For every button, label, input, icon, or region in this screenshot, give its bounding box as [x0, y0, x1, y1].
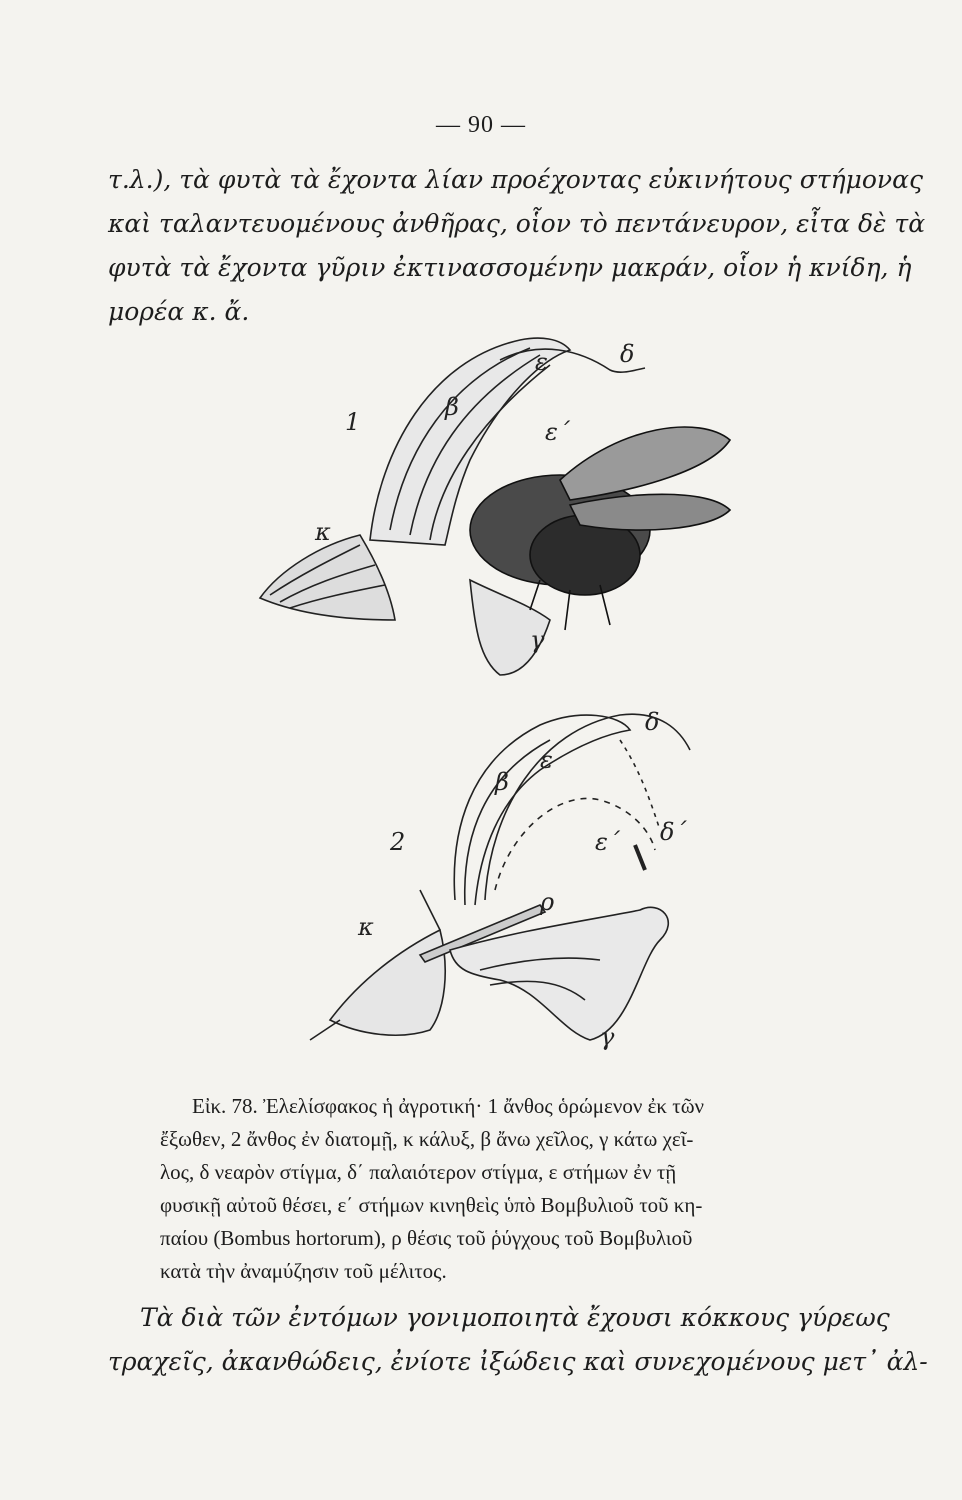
paragraph-line: τ.λ.), τὰ φυτὰ τὰ ἔχοντα λίαν προέχοντας εὐκινήτους στήμονας: [108, 165, 923, 194]
paragraph-line: φυτὰ τὰ ἔχοντα γῦριν ἐκτινασσομένην μακράν, οἷον ἡ κνίδη, ἡ: [108, 253, 912, 282]
figure-1-drawing: [260, 338, 730, 675]
label-gamma-fig1: γ: [530, 626, 545, 654]
label-epsilon-prime-fig2: ε΄: [595, 828, 620, 856]
label-kappa-fig2: κ: [358, 913, 374, 941]
label-kappa-fig1: κ: [315, 518, 331, 546]
top-paragraph: [108, 158, 926, 334]
paragraph-line: μορέα κ. ἄ.: [108, 297, 250, 326]
label-delta-prime-fig2: δ΄: [660, 818, 687, 846]
page-number: — 90 —: [436, 112, 526, 138]
label-beta-fig2: β: [495, 768, 509, 796]
label-delta-fig2: δ: [645, 708, 660, 736]
salvia-flower-illustration: [240, 330, 760, 1090]
caption-line: παίου (Bombus hortorum), ρ θέσις τοῦ ῥύγχους τοῦ Βομβυλιοῦ: [160, 1226, 693, 1250]
label-delta-fig1: δ: [620, 340, 635, 368]
caption-line: ἔξωθεν, 2 ἄνθος ἐν διατομῇ, κ κάλυξ, β ἄνω χεῖλος, γ κάτω χεῖ-: [160, 1127, 694, 1151]
paragraph-line: Τὰ διὰ τῶν ἐντόμων γονιμοποιητὰ ἔχουσι κόκκους γύρεως: [140, 1303, 890, 1332]
label-epsilon-fig1: ε: [535, 348, 548, 376]
figure-2-drawing: [310, 714, 690, 1040]
label-epsilon-prime-fig1: ε΄: [545, 418, 570, 446]
figure-label-2: 2: [390, 828, 406, 856]
label-epsilon-fig2: ε: [540, 746, 553, 774]
label-rho-fig2: ρ: [540, 888, 555, 916]
figure-caption: [160, 1090, 840, 1288]
paragraph-line: τραχεῖς, ἀκανθώδεις, ἐνίοτε ἰξώδεις καὶ συνεχομένους μετ᾿ ἀλ-: [108, 1347, 928, 1376]
caption-line: Εἰκ. 78. Ἐλελίσφακος ἡ ἀγροτική· 1 ἄνθος ὁρώμενον ἐκ τῶν: [192, 1094, 705, 1118]
label-gamma-fig2: γ: [600, 1023, 615, 1051]
label-beta-fig1: β: [445, 393, 459, 421]
caption-line: λος, δ νεαρὸν στίγμα, δ΄ παλαιότερον στίγμα, ε στήμων ἐν τῇ: [160, 1160, 677, 1184]
figure-label-1: 1: [345, 408, 361, 436]
paragraph-line: καὶ ταλαντευομένους ἀνθῆρας, οἷον τὸ πεντάνευρον, εἶτα δὲ τὰ: [108, 209, 926, 238]
caption-line: φυσικῇ αὐτοῦ θέσει, ε΄ στήμων κινηθεὶς ὑπὸ Βομβυλιοῦ τοῦ κη-: [160, 1193, 703, 1217]
caption-line: κατὰ τὴν ἀναμύζησιν τοῦ μέλιτος.: [160, 1259, 447, 1283]
bottom-paragraph: [108, 1296, 928, 1384]
